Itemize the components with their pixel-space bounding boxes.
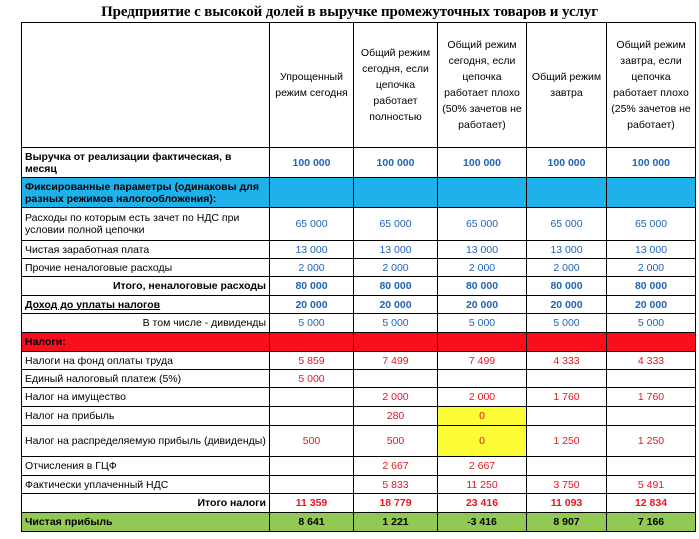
cell-value: 80 000 xyxy=(438,277,527,296)
cell-value: 8 907 xyxy=(527,513,607,532)
cell-value xyxy=(607,178,696,208)
cell-value xyxy=(270,388,354,407)
row-label: Выручка от реализации фактическая, в месяц xyxy=(22,148,270,178)
cell-value: 80 000 xyxy=(270,277,354,296)
cell-value: 500 xyxy=(354,426,438,457)
row-label: В том числе - дивиденды xyxy=(22,314,270,333)
cell-value xyxy=(527,457,607,476)
cell-value: 20 000 xyxy=(438,296,527,314)
column-header: Общий режим сегодня, если цепочка работает плохо (50% зачетов не работает) xyxy=(438,23,527,148)
cell-value: 13 000 xyxy=(270,241,354,259)
cell-value: 2 000 xyxy=(354,388,438,407)
cell-value: 7 166 xyxy=(607,513,696,532)
header-row xyxy=(22,23,696,148)
column-header: Общий режим завтра xyxy=(527,23,607,148)
column-header: Упрощенный режим сегодня xyxy=(270,23,354,148)
cell-value: 100 000 xyxy=(527,148,607,178)
table-row xyxy=(22,314,696,333)
cell-value: 5 833 xyxy=(354,476,438,494)
cell-value-highlighted: 0 xyxy=(438,407,527,426)
cell-value: 13 000 xyxy=(527,241,607,259)
cell-value: 2 000 xyxy=(438,259,527,277)
cell-value: 11 250 xyxy=(438,476,527,494)
row-label: Итого, неналоговые расходы xyxy=(22,277,270,296)
cell-value: 5 000 xyxy=(270,370,354,388)
cell-value: 65 000 xyxy=(607,208,696,241)
row-label: Налог на имущество xyxy=(22,388,270,407)
cell-value: 100 000 xyxy=(270,148,354,178)
table-row xyxy=(22,296,696,314)
row-label: Фактически уплаченный НДС xyxy=(22,476,270,494)
table-row xyxy=(22,494,696,513)
cell-value: 5 000 xyxy=(354,314,438,333)
cell-value: 80 000 xyxy=(527,277,607,296)
row-label: Чистая заработная плата xyxy=(22,241,270,259)
cell-value: 5 000 xyxy=(527,314,607,333)
cell-value xyxy=(527,407,607,426)
table-row xyxy=(22,457,696,476)
cell-value: 2 000 xyxy=(607,259,696,277)
cell-value: 100 000 xyxy=(607,148,696,178)
cell-value xyxy=(527,178,607,208)
cell-value: 100 000 xyxy=(438,148,527,178)
cell-value xyxy=(607,333,696,352)
cell-value xyxy=(438,370,527,388)
cell-value xyxy=(270,178,354,208)
row-label: Налог на распределяемую прибыль (дивиденды) xyxy=(22,426,270,457)
cell-value: 13 000 xyxy=(438,241,527,259)
cell-value: 2 667 xyxy=(354,457,438,476)
column-header: Общий режим сегодня, если цепочка работает полностью xyxy=(354,23,438,148)
cell-value: 280 xyxy=(354,407,438,426)
cell-value xyxy=(607,370,696,388)
table-row xyxy=(22,241,696,259)
row-label: Налоги на фонд оплаты труда xyxy=(22,352,270,370)
cell-value: 2 667 xyxy=(438,457,527,476)
cell-value: 23 416 xyxy=(438,494,527,513)
table-row xyxy=(22,277,696,296)
page-title: Предприятие с высокой долей в выручке промежуточных товаров и услуг xyxy=(101,4,598,20)
cell-value: 1 250 xyxy=(527,426,607,457)
cell-value xyxy=(270,476,354,494)
row-label: Доход до уплаты налогов xyxy=(22,296,270,314)
table-row xyxy=(22,208,696,241)
cell-value: 1 221 xyxy=(354,513,438,532)
section-taxes xyxy=(22,333,696,352)
cell-value: 5 000 xyxy=(438,314,527,333)
cell-value xyxy=(527,333,607,352)
section-label: Налоги: xyxy=(22,333,270,352)
cell-value xyxy=(354,370,438,388)
cell-value: 2 000 xyxy=(527,259,607,277)
cell-value: 65 000 xyxy=(527,208,607,241)
cell-value: 5 000 xyxy=(270,314,354,333)
cell-value xyxy=(438,178,527,208)
cell-value: 65 000 xyxy=(354,208,438,241)
table-row xyxy=(22,426,696,457)
cell-value: 4 333 xyxy=(607,352,696,370)
cell-value: 80 000 xyxy=(607,277,696,296)
cell-value: 20 000 xyxy=(607,296,696,314)
table-row xyxy=(22,370,696,388)
table-row xyxy=(22,259,696,277)
cell-value: 65 000 xyxy=(438,208,527,241)
cell-value xyxy=(270,407,354,426)
cell-value xyxy=(607,457,696,476)
cell-value: 65 000 xyxy=(270,208,354,241)
cell-value: 100 000 xyxy=(354,148,438,178)
cell-value xyxy=(354,333,438,352)
row-label: Чистая прибыль xyxy=(22,513,270,532)
column-header: Общий режим завтра, если цепочка работает плохо (25% зачетов не работает) xyxy=(607,23,696,148)
section-fixed-params xyxy=(22,178,696,208)
row-label: Отчисления в ГЦФ xyxy=(22,457,270,476)
cell-value: 12 834 xyxy=(607,494,696,513)
cell-value: 20 000 xyxy=(527,296,607,314)
cell-value-highlighted: 0 xyxy=(438,426,527,457)
cell-value xyxy=(527,370,607,388)
row-label: Прочие неналоговые расходы xyxy=(22,259,270,277)
cell-value: 20 000 xyxy=(354,296,438,314)
cell-value: 4 333 xyxy=(527,352,607,370)
cell-value: 18 779 xyxy=(354,494,438,513)
cell-value: 2 000 xyxy=(270,259,354,277)
cell-value: 3 750 xyxy=(527,476,607,494)
cell-value xyxy=(607,407,696,426)
cell-value: 8 641 xyxy=(270,513,354,532)
table-row xyxy=(22,352,696,370)
cell-value: 13 000 xyxy=(607,241,696,259)
cell-value: 2 000 xyxy=(354,259,438,277)
table-row xyxy=(22,407,696,426)
cell-value: 7 499 xyxy=(438,352,527,370)
table-row xyxy=(22,388,696,407)
cell-value: 20 000 xyxy=(270,296,354,314)
cell-value: 2 000 xyxy=(438,388,527,407)
cell-value: -3 416 xyxy=(438,513,527,532)
table-row xyxy=(22,148,696,178)
cell-value xyxy=(354,178,438,208)
cell-value: 11 093 xyxy=(527,494,607,513)
net-profit-row xyxy=(22,513,696,532)
table-row xyxy=(22,476,696,494)
cell-value: 7 499 xyxy=(354,352,438,370)
cell-value: 11 359 xyxy=(270,494,354,513)
cell-value: 80 000 xyxy=(354,277,438,296)
row-label: Налог на прибыль xyxy=(22,407,270,426)
cell-value: 1 760 xyxy=(527,388,607,407)
cell-value xyxy=(438,333,527,352)
cell-value xyxy=(270,333,354,352)
cell-value: 1 760 xyxy=(607,388,696,407)
cell-value: 1 250 xyxy=(607,426,696,457)
tax-comparison-table xyxy=(21,22,696,532)
header-blank xyxy=(22,23,270,148)
cell-value: 5 859 xyxy=(270,352,354,370)
cell-value: 500 xyxy=(270,426,354,457)
cell-value xyxy=(270,457,354,476)
row-label: Единый налоговый платеж (5%) xyxy=(22,370,270,388)
cell-value: 5 491 xyxy=(607,476,696,494)
section-label: Фиксированные параметры (одинаковы для разных режимов налогообложения): xyxy=(22,178,270,208)
cell-value: 13 000 xyxy=(354,241,438,259)
cell-value: 5 000 xyxy=(607,314,696,333)
row-label: Итого налоги xyxy=(22,494,270,513)
row-label: Расходы по которым есть зачет по НДС при условии полной цепочки xyxy=(22,208,270,241)
